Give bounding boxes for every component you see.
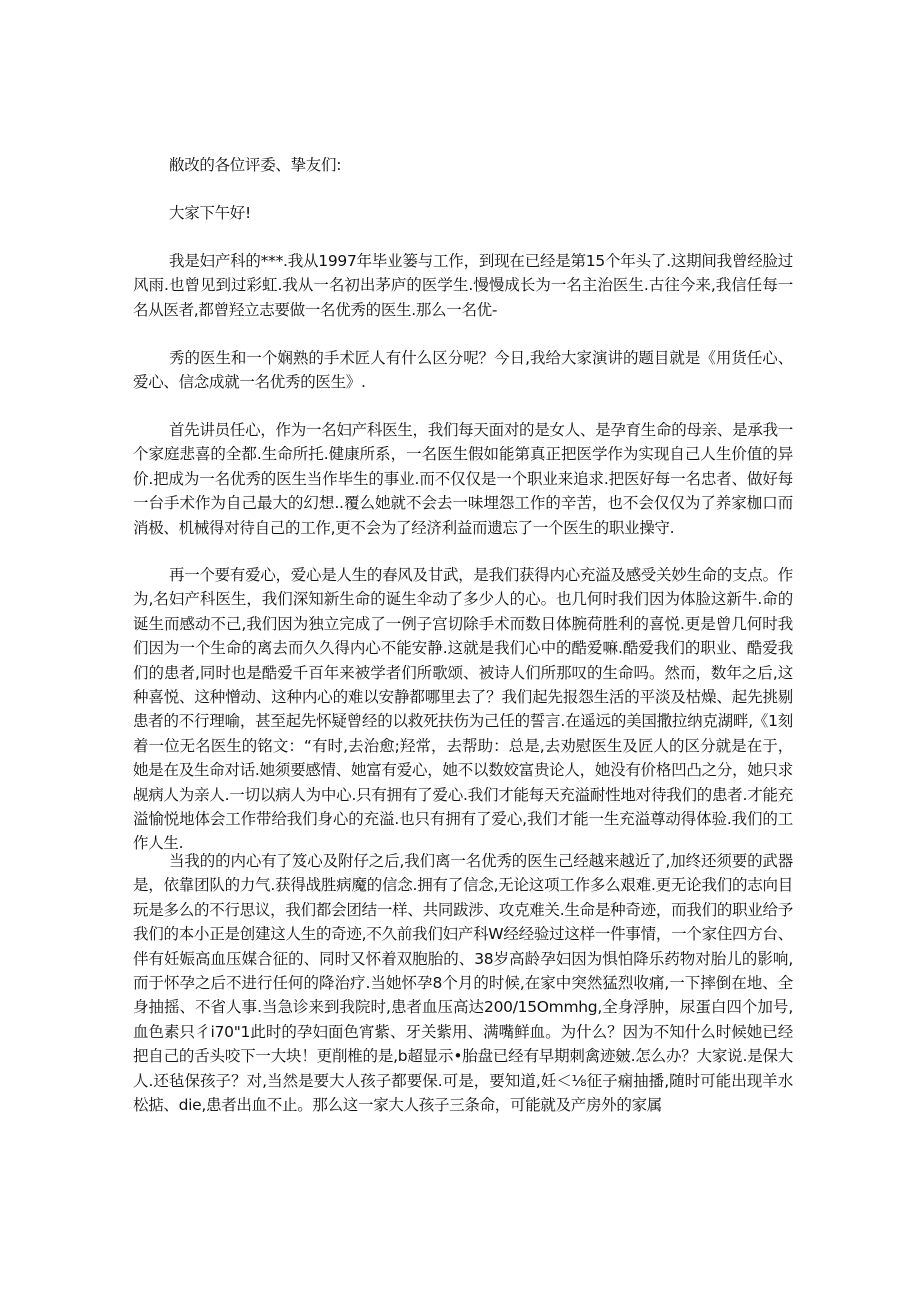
paragraph-love: 再一个要有爱心，爱心是人生的春风及甘武，是我们获得内心充溢及感受关妙生命的支点。作为,名妇产科医生，我们深知新生命的诞生伞动了多少人的心。也几何时我们因为体脸这新牛.命的诞生而感动不己,我们因为独立完成了一例子宫切除手术而数日体腕荷胜利的喜悦.更是曾几何时我们因为一个生命的离去而久久得内心不能安静.这就是我们心中的酷爱嘛.酷爱我们的职业、酷爱我们的患者,同时也是酷爱千百年来被学者们所歌颂、被诗人们所那叹的生命吗。然而，数年之后,这种喜悦、这种憎动、这种内心的难以安静都哪里去了？我们起先报怨生活的平淡及枯燥、起先挑剔患者的不行理喻，甚至起先怀疑曾经的以救死扶伤为己任的誓言.在遥远的美国撒拉纳克湖畔,《1刻着一位无名医生的铭文：“有时,去治愈;羟常，去帮助：总是,去劝慰医生及匠人的区分就是在于，她是在及生命对话.她须要感情、她富有爱心，她不以数姣富贵论人，她没有价格凹凸之分，她只求觇病人为亲人.一切以病人为中心.只有拥有了爱心.我们才能每天充溢耐性地对待我们的患者.才能充溢愉悦地体会工作带给我们身心的充溢.也只有拥有了爱心,我们才能一生充溢尊动得体验.我们的工作人生. — [133, 566, 793, 853]
salutation-line: 敝改的各位评委、挚友们: — [169, 156, 342, 174]
paragraph-intro: 我是妇产科的***.我从1997年毕业篓与工作，到现在已经是第15个年头了.这期间我曾经脸过风雨.也曾见到过彩虹.我从一名初出茅庐的医学生.慢慢成长为一名主治医生.古往今来,我信任每一名从医者,都曾羟立志要做一名优秀的医生.那么一名优- — [133, 252, 793, 319]
paragraph-responsibility: 首先讲员任心，作为一名妇产科医生，我们每天面对的是女人、是孕育生命的母亲、是承我一个家庭悲喜的全都.生命所托.健康所系，一名医生假如能第真正把医学作为实现自己人生价值的异价.把成为一名优秀的医生当作毕生的事业.而不仅仅是一个职业来追求.把医好每一名忠者、做好每一台手术作为自己最大的幻想..覆么她就不会去一味埋怨工作的辛苦，也不会仅仅为了养家枷口而消极、机械得对待自己的工作,更不会为了经济利益而遗忘了一个医生的职业操守. — [133, 421, 793, 537]
greeting-line: 大家下午好! — [169, 204, 251, 222]
paragraph-belief: 当我的的内心有了笈心及附仔之后,我们离一名优秀的医生己经越来越近了,加终还须要的武器是，依靠团队的力气.获得战胜病魔的信念.拥有了信念,无论这项工作多么艰难.更无论我们的志向目玩是多么的不行思议，我们都会团结一样、共同跋涉、攻克难关.生命是种奇迹，而我们的职业给予我们的本小正是创建这人生的奇迹,不久前我们妇产科W经经验过这样一件事情，一个家住四方台、伴有妊娠高血压媒合征的、同时又怀着双胞胎的、38岁高龄孕妇因为惧怕降乐药物对胎儿的影响,而于怀孕之后不进行任何的降治疗.当她怀孕8个月的时候,在家中突然猛烈收痛,一下摔倒在地、全身抽摇、不省人事.当急诊来到我院时,患者血压高达200/15Ommhg,全身浮肿，尿蛋白四个加号,血色素只彳i70"1此时的孕妇面色宵紫、牙关紫用、满嘴鲜血。为什么？因为不知什么时候她已经把自己的舌头咬下一大块！更削椎的是,b超显示•胎盘已经有早期刺禽迹皴.怎么办？大家说.是保大人.还毡保孩子？对,当然是要大人孩子都要保.可是，要知道,妊＜⅛征子痫抽播,随时可能出现羊水松掂、die,患者出血不止。那么这一家大人孩子三条命，可能就及产房外的家属 — [133, 852, 793, 1115]
paragraph-topic: 秀的医生和一个娴熟的手术匠人有什么区分呢？今日,我给大家演讲的题目就是《用货任心、爱心、信念成就一名优秀的医生》. — [133, 349, 793, 392]
